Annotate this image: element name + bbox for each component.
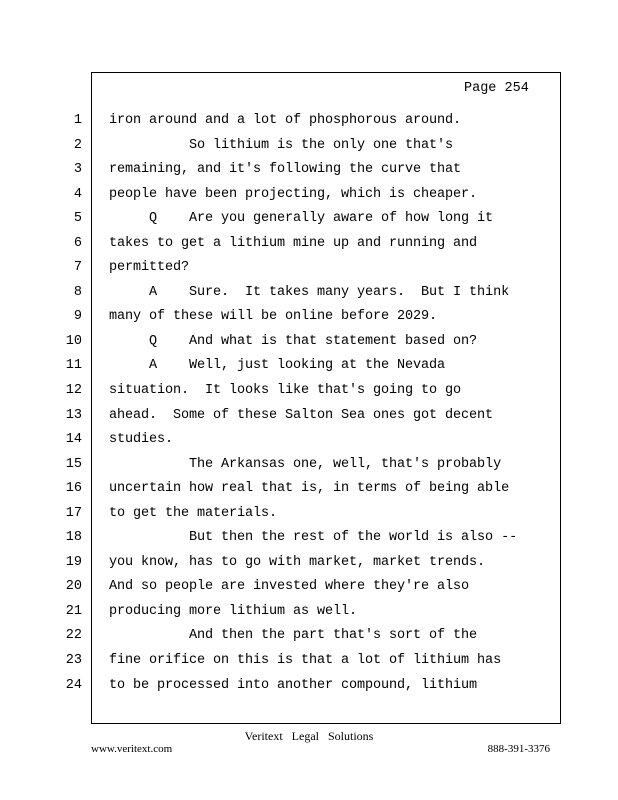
line-number: 13 [65,407,82,423]
line-number: 5 [73,211,82,227]
transcript-text [109,113,549,702]
transcript-line: But then the rest of the world is also -- [109,530,518,546]
transcript-line: permitted? [109,260,190,276]
transcript-line: producing more lithium as well. [109,603,358,619]
transcript-line: people have been projecting, which is cheaper. [109,186,478,202]
line-number: 18 [65,530,82,546]
line-number: 24 [65,677,82,693]
transcript-line: A Sure. It takes many years. But I think [109,284,510,300]
transcript-line: The Arkansas one, well, that's probably [109,456,502,472]
line-number: 22 [65,628,82,644]
transcript-line: studies. [109,432,174,448]
transcript-line: So lithium is the only one that's [109,137,454,153]
footer-company: Veritext Legal Solutions [244,729,374,743]
line-number: 8 [73,284,82,300]
line-number: 11 [65,358,82,374]
transcript-line: to get the materials. [109,505,278,521]
transcript-line: you know, has to go with market, market trends. [109,554,486,570]
line-number: 12 [65,383,82,399]
line-number: 2 [73,137,82,153]
transcript-line: remaining, and it's following the curve that [109,162,462,178]
line-number: 21 [65,603,82,619]
transcript-line: many of these will be online before 2029. [109,309,438,325]
line-number: 3 [73,162,82,178]
transcript-line: And so people are invested where they're also [109,579,470,595]
transcript-line: takes to get a lithium mine up and running and [109,235,478,251]
transcript-line: A Well, just looking at the Nevada [109,358,446,374]
line-number: 23 [65,653,82,669]
page-number: Page 254 [464,81,529,96]
transcript-line: And then the part that's sort of the [109,628,478,644]
line-number: 19 [65,554,82,570]
transcript-line: ahead. Some of these Salton Sea ones got decent [109,407,494,423]
line-number: 14 [65,432,82,448]
transcript-line: to be processed into another compound, lithium [109,677,478,693]
transcript-line: Q Are you generally aware of how long it [109,211,494,227]
line-number: 7 [73,260,82,276]
footer-phone: 888-391-3376 [487,743,550,755]
line-number: 16 [65,481,82,497]
line-number: 20 [65,579,82,595]
line-number: 9 [73,309,82,325]
line-number: 17 [65,505,82,521]
line-number: 15 [65,456,82,472]
line-number: 1 [73,113,82,128]
transcript-line: Q And what is that statement based on? [109,333,478,349]
transcript-line: iron around and a lot of phosphorous around. [109,113,462,128]
transcript-line: fine orifice on this is that a lot of lithium has [109,653,502,669]
footer-website: www.veritext.com [91,743,173,755]
line-number: 10 [65,333,82,349]
transcript-line: uncertain how real that is, in terms of being able [109,481,510,497]
line-number: 4 [73,186,82,202]
line-number: 6 [73,235,82,251]
line-number-column [60,113,82,702]
transcript-line: situation. It looks like that's going to go [109,383,462,399]
